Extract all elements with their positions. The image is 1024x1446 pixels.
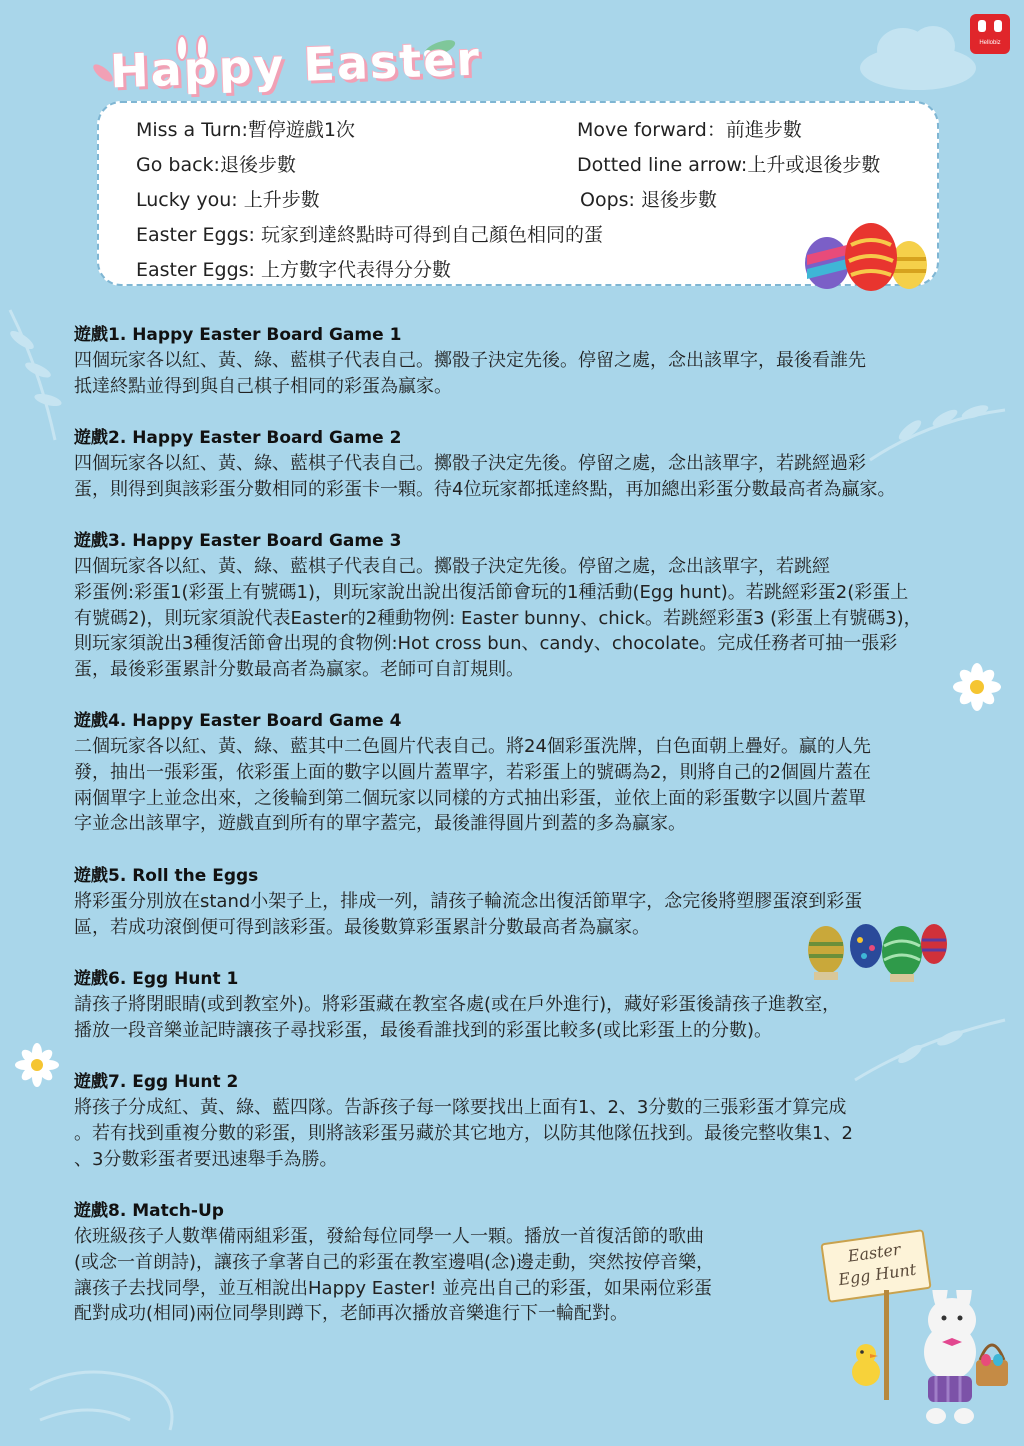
game-section-4 xyxy=(74,708,964,837)
game-title xyxy=(74,708,964,734)
game-name: 4. Happy Easter Board Game 4 xyxy=(108,711,402,731)
game-section-2 xyxy=(74,425,964,503)
game-title xyxy=(74,863,964,889)
game-name: 2. Happy Easter Board Game 2 xyxy=(108,428,402,448)
cloud-icon xyxy=(848,18,980,94)
game-line: 則玩家須說出3種復活節會出現的食物例:Hot cross bun、candy、chocolate。完成任務者可抽一張彩 xyxy=(74,633,898,655)
game-name: 1. Happy Easter Board Game 1 xyxy=(108,325,402,345)
game-line: 請孩子將閉眼睛(或到教室外)。將彩蛋藏在教室各處(或在戶外進行)，藏好彩蛋後請孩子進教室， xyxy=(74,994,841,1015)
game-line: 。若有找到重複分數的彩蛋，則將該彩蛋另藏於其它地方，以防其他隊伍找到。最後完整收集1、2 xyxy=(74,1122,853,1144)
game-line: 四個玩家各以紅、黃、綠、藍棋子代表自己。擲骰子決定先後。停留之處，念出該單字，若跳經過彩 xyxy=(74,453,866,474)
game-line: 字並念出該單字，遊戲直到所有的單字蓋完，最後誰得圓片到蓋的多為贏家。 xyxy=(74,813,686,835)
game-line: 蛋，最後彩蛋累計分數最高者為贏家。老師可自訂規則。 xyxy=(74,659,524,681)
game-prefix: 遊戲 xyxy=(74,428,108,448)
game-section-7 xyxy=(74,1069,964,1172)
logo-eye-right xyxy=(994,20,1002,32)
game-line: 將彩蛋分別放在stand小架子上，排成一列，請孩子輪流念出復活節單字，念完後將塑膠蛋滾到彩蛋 xyxy=(74,891,863,912)
game-line: 四個玩家各以紅、黃、綠、藍棋子代表自己。擲骰子決定先後。停留之處，念出該單字，若跳經 xyxy=(74,556,830,577)
game-title xyxy=(74,528,964,554)
swirl-decoration-icon xyxy=(20,1350,190,1440)
game-name: 5. Roll the Eggs xyxy=(108,866,259,886)
game-section-3 xyxy=(74,528,964,683)
easter-eggs-icon xyxy=(799,215,929,295)
game-name: 7. Egg Hunt 2 xyxy=(108,1072,239,1092)
game-line: 將孩子分成紅、黃、綠、藍四隊。告訴孩子每一隊要找出上面有1、2、3分數的三張彩蛋才算完成 xyxy=(74,1097,847,1118)
legend-item: Miss a Turn:暫停遊戲1次 xyxy=(136,119,355,141)
game-line: (或念一首朗詩)，讓孩子拿著自己的彩蛋在教室邊唱(念)邊走動，突然按停音樂， xyxy=(74,1251,715,1273)
game-prefix: 遊戲 xyxy=(74,325,108,345)
game-title xyxy=(74,425,964,451)
game-line: 抵達終點並得到與自己棋子相同的彩蛋為贏家。 xyxy=(74,375,452,397)
game-line: 二個玩家各以紅、黃、綠、藍其中二色圓片代表自己。將24個彩蛋洗牌，白色面朝上疊好。贏的人先 xyxy=(74,736,871,757)
sign-line-1: Easter xyxy=(846,1239,902,1266)
game-line: 兩個單字上並念出來，之後輪到第二個玩家以同樣的方式抽出彩蛋，並依上面的彩蛋數字以圓片蓋單 xyxy=(74,787,866,809)
game-title xyxy=(74,1198,964,1224)
game-prefix: 遊戲 xyxy=(74,711,108,731)
game-name: 3. Happy Easter Board Game 3 xyxy=(108,531,402,551)
legend-item: Dotted line arrow:上升或退後步數 xyxy=(577,154,881,176)
game-section-1 xyxy=(74,322,964,400)
game-prefix: 遊戲 xyxy=(74,1201,108,1221)
daisy-icon xyxy=(14,1042,60,1088)
game-line: 發，抽出一張彩蛋，依彩蛋上面的數字以圓片蓋單字，若彩蛋上的號碼為2，則將自己的2個圓片蓋在 xyxy=(74,761,871,783)
game-name: 8. Match-Up xyxy=(108,1201,224,1221)
game-line: 彩蛋例:彩蛋1(彩蛋上有號碼1)，則玩家說出說出復活節會玩的1種活動(Egg hunt)。若跳經彩蛋2(彩蛋上 xyxy=(74,581,909,603)
sign-line-2: Egg Hunt xyxy=(837,1259,918,1290)
game-name: 6. Egg Hunt 1 xyxy=(108,969,239,989)
game-line: 四個玩家各以紅、黃、綠、藍棋子代表自己。擲骰子決定先後。停留之處，念出該單字，最後看誰先 xyxy=(74,350,866,371)
legend-box xyxy=(97,101,939,286)
game-title xyxy=(74,322,964,348)
game-line: 區，若成功滾倒便可得到該彩蛋。最後數算彩蛋累計分數最高者為贏家。 xyxy=(74,916,650,938)
game-line: 有號碼2)，則玩家須說代表Easter的2種動物例: Easter bunny、chick。若跳經彩蛋3 (彩蛋上有號碼3)， xyxy=(74,607,922,629)
legend-item: Easter Eggs: 玩家到達終點時可得到自己顏色相同的蛋 xyxy=(136,224,604,246)
legend-item: Easter Eggs: 上方數字代表得分分數 xyxy=(136,259,452,281)
game-prefix: 遊戲 xyxy=(74,866,108,886)
bunny-illustration-icon xyxy=(840,1290,1024,1440)
game-line: 播放一段音樂並記時讓孩子尋找彩蛋，最後看誰找到的彩蛋比較多(或比彩蛋上的分數)。 xyxy=(74,1019,773,1041)
game-line: 讓孩子去找同學，並互相說出Happy Easter! 並亮出自己的彩蛋，如果兩位彩蛋 xyxy=(74,1277,713,1299)
game-line: 配對成功(相同)兩位同學則蹲下，老師再次播放音樂進行下一輪配對。 xyxy=(74,1303,629,1325)
game-prefix: 遊戲 xyxy=(74,1072,108,1092)
game-title xyxy=(74,1069,964,1095)
game-prefix: 遊戲 xyxy=(74,969,108,989)
legend-item: Lucky you: 上升步數 xyxy=(136,189,320,211)
game-prefix: 遊戲 xyxy=(74,531,108,551)
daisy-icon xyxy=(952,662,1002,712)
game-line: 、3分數彩蛋者要迅速舉手為勝。 xyxy=(74,1148,338,1170)
legend-item: Move forward：前進步數 xyxy=(577,119,802,141)
logo-label: Hellobiz xyxy=(979,40,1001,46)
page-title: Happy Easter xyxy=(109,31,482,99)
egg-row-icon xyxy=(804,918,950,984)
game-line: 依班級孩子人數準備兩組彩蛋，發給每位同學一人一顆。播放一首復活節的歌曲 xyxy=(74,1226,704,1247)
game-line: 蛋，則得到與該彩蛋分數相同的彩蛋卡一顆。待4位玩家都抵達終點，再加總出彩蛋分數最高者為贏家。 xyxy=(74,478,896,500)
legend-item: Go back:退後步數 xyxy=(136,154,296,176)
legend-item: Oops: 退後步數 xyxy=(580,189,717,211)
